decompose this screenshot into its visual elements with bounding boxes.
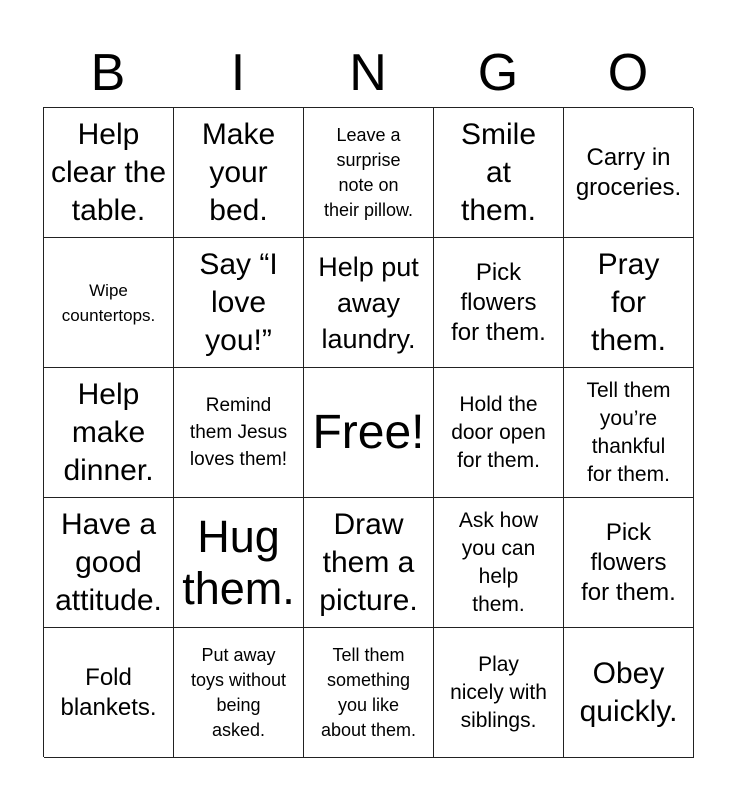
bingo-cell[interactable]: [44, 108, 174, 238]
cell-text: Pick flowers for them.: [581, 518, 676, 606]
cell-text: Leave a surprise note on their pillow.: [323, 124, 414, 220]
cell-text: Tell them you’re thankful for them.: [586, 378, 671, 486]
cell-text: Say “I love you!”: [199, 247, 278, 357]
cell-text: Hug them.: [182, 510, 295, 614]
cell-text: Make your bed.: [201, 117, 276, 227]
bingo-cell[interactable]: [564, 368, 694, 498]
bingo-cell[interactable]: [434, 498, 564, 628]
header-letter-n: N: [349, 44, 387, 102]
cell-text: Wipe countertops.: [61, 280, 156, 325]
bingo-cell[interactable]: [304, 628, 434, 758]
bingo-cell[interactable]: [434, 628, 564, 758]
cell-text: Draw them a picture.: [319, 507, 418, 617]
bingo-cell[interactable]: [434, 238, 564, 368]
bingo-cell[interactable]: [174, 108, 304, 238]
bingo-cell[interactable]: [44, 368, 174, 498]
cell-text: Help clear the table.: [50, 117, 167, 227]
bingo-cell[interactable]: [564, 628, 694, 758]
cell-text: Pray for them.: [590, 247, 667, 357]
cell-text: Smile at them.: [460, 117, 537, 227]
bingo-cell[interactable]: [44, 498, 174, 628]
header-letter-o: O: [607, 44, 649, 102]
cell-text: Ask how you can help them.: [458, 508, 539, 616]
cell-text: Put away toys without being asked.: [190, 644, 287, 740]
header-letter-g: G: [477, 44, 519, 102]
bingo-cell[interactable]: [174, 628, 304, 758]
bingo-cell[interactable]: [304, 498, 434, 628]
header-letter-i: I: [230, 44, 246, 102]
bingo-cell[interactable]: [564, 498, 694, 628]
bingo-cell[interactable]: [304, 108, 434, 238]
header-letter-b: B: [90, 44, 126, 102]
free-space-text: Free!: [312, 405, 425, 459]
cell-text: Carry in groceries.: [575, 143, 682, 201]
bingo-cell[interactable]: [564, 238, 694, 368]
free-cell[interactable]: [304, 368, 434, 498]
cell-text: Help make dinner.: [63, 377, 154, 487]
cell-text: Tell them something you like about them.: [320, 644, 417, 740]
cell-text: Obey quickly.: [579, 656, 678, 728]
bingo-cell[interactable]: [174, 498, 304, 628]
bingo-cell[interactable]: [434, 108, 564, 238]
cell-text: Fold blankets.: [60, 663, 157, 721]
cell-text: Hold the door open for them.: [451, 392, 546, 472]
bingo-grid: [43, 107, 693, 757]
cell-text: Help put away laundry.: [318, 251, 419, 354]
bingo-cell[interactable]: [44, 238, 174, 368]
bingo-cell[interactable]: [304, 238, 434, 368]
bingo-cell[interactable]: [564, 108, 694, 238]
bingo-cell[interactable]: [174, 368, 304, 498]
cell-text: Have a good attitude.: [55, 507, 162, 617]
bingo-cell[interactable]: [434, 368, 564, 498]
bingo-cell[interactable]: [44, 628, 174, 758]
cell-text: Play nicely with siblings.: [450, 652, 547, 732]
bingo-cell[interactable]: [174, 238, 304, 368]
cell-text: Pick flowers for them.: [451, 258, 546, 346]
bingo-header: [43, 38, 693, 108]
cell-text: Remind them Jesus loves them!: [189, 395, 288, 470]
